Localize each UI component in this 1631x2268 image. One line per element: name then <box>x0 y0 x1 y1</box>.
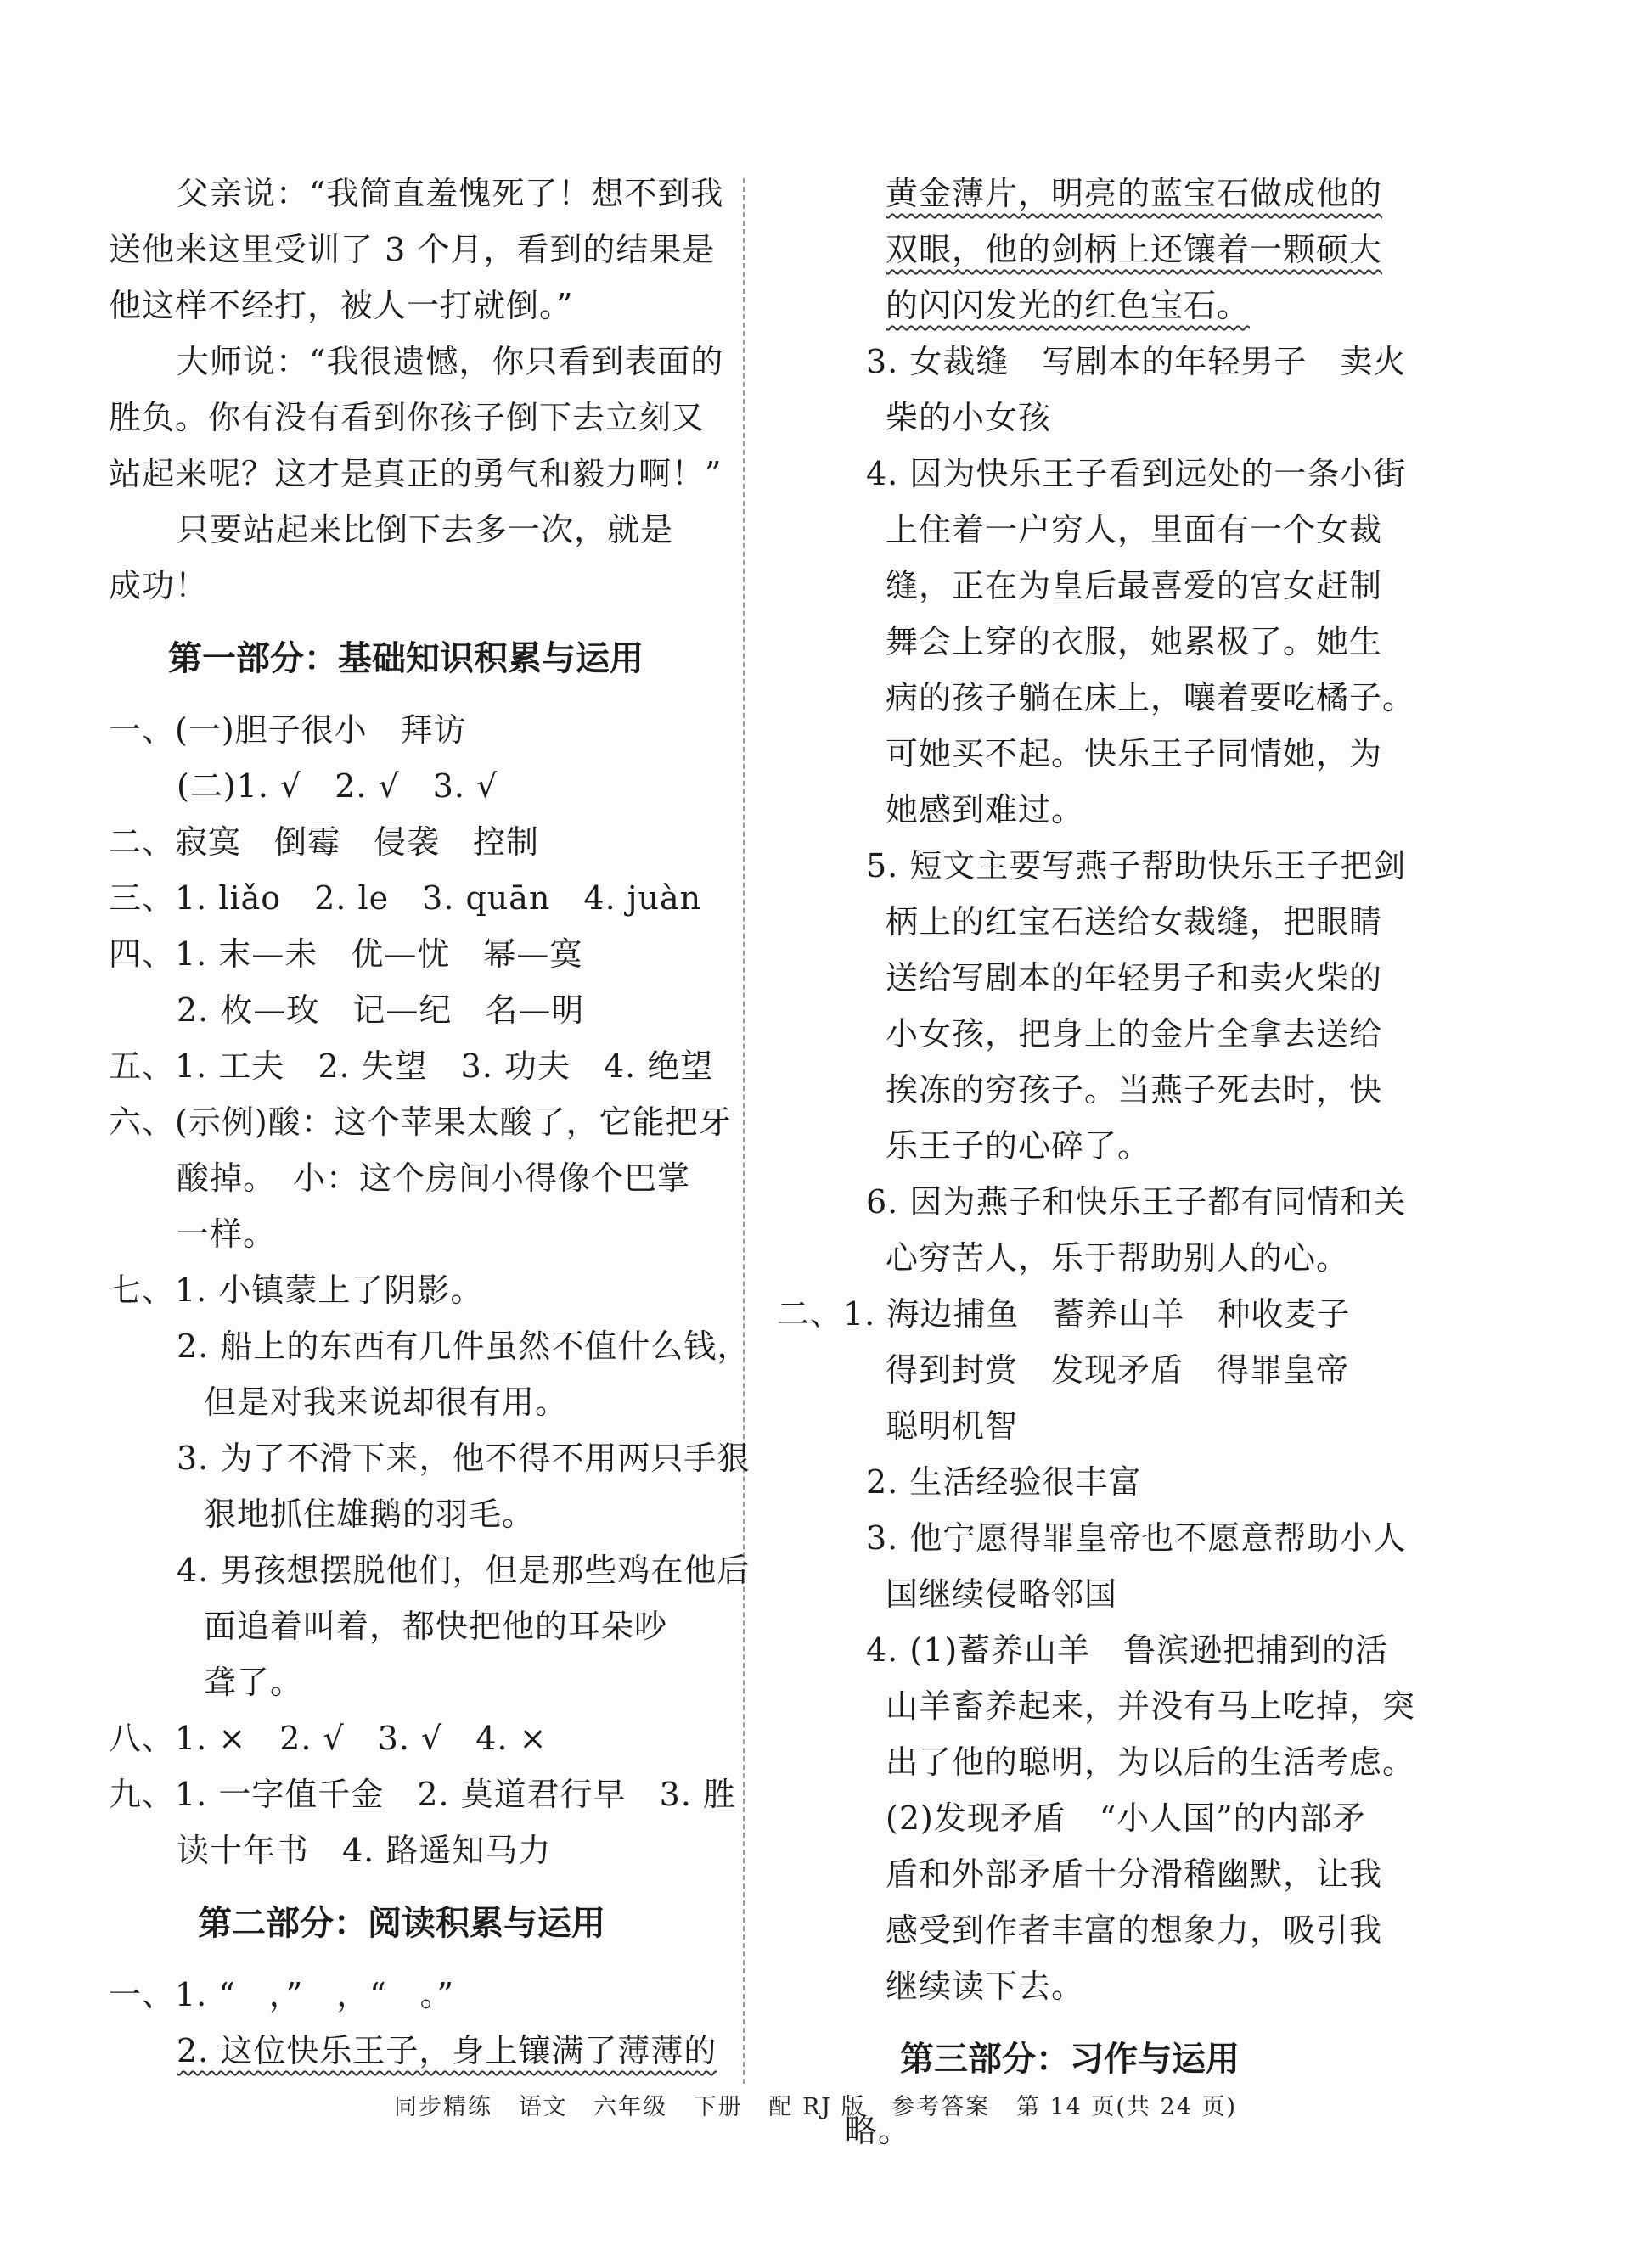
answer-line: 心穷苦人，乐于帮助别人的心。 <box>886 1239 1350 1277</box>
footer-label: 参考答案 <box>891 2094 991 2120</box>
answer-line: 她感到难过。 <box>886 791 1085 828</box>
story-line: 大师说：“我很遗憾，你只看到表面的 <box>177 343 724 380</box>
footer-edition: 配 RJ 版 <box>768 2094 866 2120</box>
answer-line-wavy <box>109 2023 728 2079</box>
answer-line: (二)1. √ 2. √ 3. √ <box>177 767 498 805</box>
answer-line: 上住着一户穷人，里面有一个女裁 <box>886 511 1383 548</box>
answer-line-wavy <box>777 278 1401 334</box>
answer-line: 一样。 <box>177 1215 277 1253</box>
wavy-underlined-text: 双眼，他的剑柄上还镶着一颗硕大 <box>886 231 1383 268</box>
story-line: 父亲说：“我简直羞愧死了！想不到我 <box>177 175 724 212</box>
wavy-underlined-text: 2. 这位快乐王子，身上镶满了薄薄的 <box>177 2032 717 2069</box>
footer-grade: 六年级 <box>593 2094 668 2120</box>
answer-line: 国继续侵略邻国 <box>886 1575 1118 1613</box>
answer-line: 4. 因为快乐王子看到远处的一条小街 <box>866 455 1407 492</box>
answer-line: 病的孩子躺在床上，嚷着要吃橘子。 <box>886 679 1416 716</box>
answer-line: 六、(示例)酸：这个苹果太酸了，它能把牙 <box>109 1103 732 1141</box>
answer-line: 一、1. “ ，” ，“ 。” <box>109 1976 455 2013</box>
answer-line: 继续读下去。 <box>886 1968 1085 2005</box>
answer-line: 聋了。 <box>204 1664 304 1701</box>
answer-line: 五、1. 工夫 2. 失望 3. 功夫 4. 绝望 <box>109 1047 714 1085</box>
section-heading-part1: 第一部分：基础知识积累与运用 <box>168 639 644 678</box>
answer-line: 出了他的聪明，为以后的生活考虑。 <box>886 1743 1416 1781</box>
answer-line: 2. 船上的东西有几件虽然不值什么钱， <box>177 1328 751 1365</box>
answer-line: 得到封赏 发现矛盾 得罪皇帝 <box>886 1351 1350 1389</box>
column-divider <box>743 178 745 2084</box>
answer-line: 山羊畜养起来，并没有马上吃掉，突 <box>886 1687 1416 1725</box>
answer-line: 聪明机智 <box>886 1407 1019 1445</box>
left-column <box>109 166 751 2079</box>
story-line: 站起来呢？这才是真正的勇气和毅力啊！” <box>109 455 723 492</box>
answer-line-wavy <box>777 166 1401 222</box>
answer-line: 2. 生活经验很丰富 <box>866 1463 1142 1501</box>
answer-line: 狠地抓住雄鹅的羽毛。 <box>204 1496 536 1533</box>
answer-line: 挨冻的穷孩子。当燕子死去时，快 <box>886 1071 1383 1109</box>
answer-line: 八、1. × 2. √ 3. √ 4. × <box>109 1720 548 1757</box>
answer-line: 柴的小女孩 <box>886 399 1052 436</box>
footer-book: 同步精练 <box>393 2094 492 2120</box>
answer-line: 三、1. liǎo 2. le 3. quān 4. juàn <box>109 879 702 917</box>
answer-line: 略。 <box>845 2112 912 2149</box>
answer-line: 二、寂寞 倒霉 侵袭 控制 <box>109 823 540 861</box>
answer-line: 4. 男孩想摆脱他们，但是那些鸡在他后 <box>177 1552 751 1589</box>
answer-line: 柄上的红宝石送给女裁缝，把眼睛 <box>886 903 1383 940</box>
answer-line: 2. 枚—玫 记—纪 名—明 <box>177 991 585 1029</box>
wavy-underlined-text: 黄金薄片，明亮的蓝宝石做成他的 <box>886 175 1383 212</box>
wavy-underlined-text: 的闪闪发光的红色宝石。 <box>886 287 1251 324</box>
answer-line: 感受到作者丰富的想象力，吸引我 <box>886 1912 1383 1949</box>
answer-line: 5. 短文主要写燕子帮助快乐王子把剑 <box>866 847 1407 884</box>
footer-page-number: 第 14 页(共 24 页) <box>1015 2094 1237 2120</box>
answer-line: 6. 因为燕子和快乐王子都有同情和关 <box>866 1183 1407 1221</box>
story-line: 胜负。你有没有看到你孩子倒下去立刻又 <box>109 399 706 436</box>
answer-line: 3. 为了不滑下来，他不得不用两只手狠 <box>177 1440 751 1477</box>
section-heading-part2: 第二部分：阅读积累与运用 <box>198 1904 605 1943</box>
answer-line: (2)发现矛盾 “小人国”的内部矛 <box>886 1799 1366 1837</box>
answer-line: 二、1. 海边捕鱼 蓄养山羊 种收麦子 <box>777 1295 1351 1333</box>
answer-line: 酸掉。 小：这个房间小得像个巴掌 <box>177 1159 691 1197</box>
answer-line: 读十年书 4. 路遥知马力 <box>177 1832 552 1869</box>
right-column <box>777 166 1416 2159</box>
section-heading-part3: 第三部分：习作与运用 <box>900 2040 1240 2079</box>
answer-line-wavy <box>777 222 1401 278</box>
footer-volume: 下册 <box>693 2094 743 2120</box>
answer-line: 可她买不起。快乐王子同情她，为 <box>886 735 1383 772</box>
answer-line: 乐王子的心碎了。 <box>886 1127 1151 1165</box>
story-line: 成功！ <box>109 567 209 604</box>
story-line: 只要站起来比倒下去多一次，就是 <box>177 511 674 548</box>
answer-line: 舞会上穿的衣服，她累极了。她生 <box>886 623 1383 660</box>
answer-line: 小女孩，把身上的金片全拿去送给 <box>886 1015 1383 1053</box>
answer-line: 但是对我来说却很有用。 <box>204 1384 569 1421</box>
story-line: 他这样不经打，被人一打就倒。” <box>109 287 574 324</box>
footer-subject: 语文 <box>518 2094 568 2120</box>
answer-line: 面追着叫着，都快把他的耳朵吵 <box>204 1608 668 1645</box>
answer-line: 盾和外部矛盾十分滑稽幽默，让我 <box>886 1855 1383 1893</box>
answer-line: 七、1. 小镇蒙上了阴影。 <box>109 1272 484 1309</box>
answer-line: 送给写剧本的年轻男子和卖火柴的 <box>886 959 1383 996</box>
answer-line: 缝，正在为皇后最喜爱的宫女赶制 <box>886 567 1383 604</box>
answer-line: 3. 女裁缝 写剧本的年轻男子 卖火 <box>866 343 1407 380</box>
answer-line: 4. (1)蓄养山羊 鲁滨逊把捕到的活 <box>866 1631 1389 1669</box>
answer-line: 一、(一)胆子很小 拜访 <box>109 711 467 749</box>
answer-line: 四、1. 末—未 优—忧 幂—寞 <box>109 935 583 973</box>
answer-line: 3. 他宁愿得罪皇帝也不愿意帮助小人 <box>866 1519 1407 1557</box>
story-line: 送他来这里受训了 3 个月，看到的结果是 <box>109 231 716 268</box>
page-footer <box>0 2088 1631 2121</box>
answer-line: 九、1. 一字值千金 2. 莫道君行早 3. 胜 <box>109 1776 737 1813</box>
